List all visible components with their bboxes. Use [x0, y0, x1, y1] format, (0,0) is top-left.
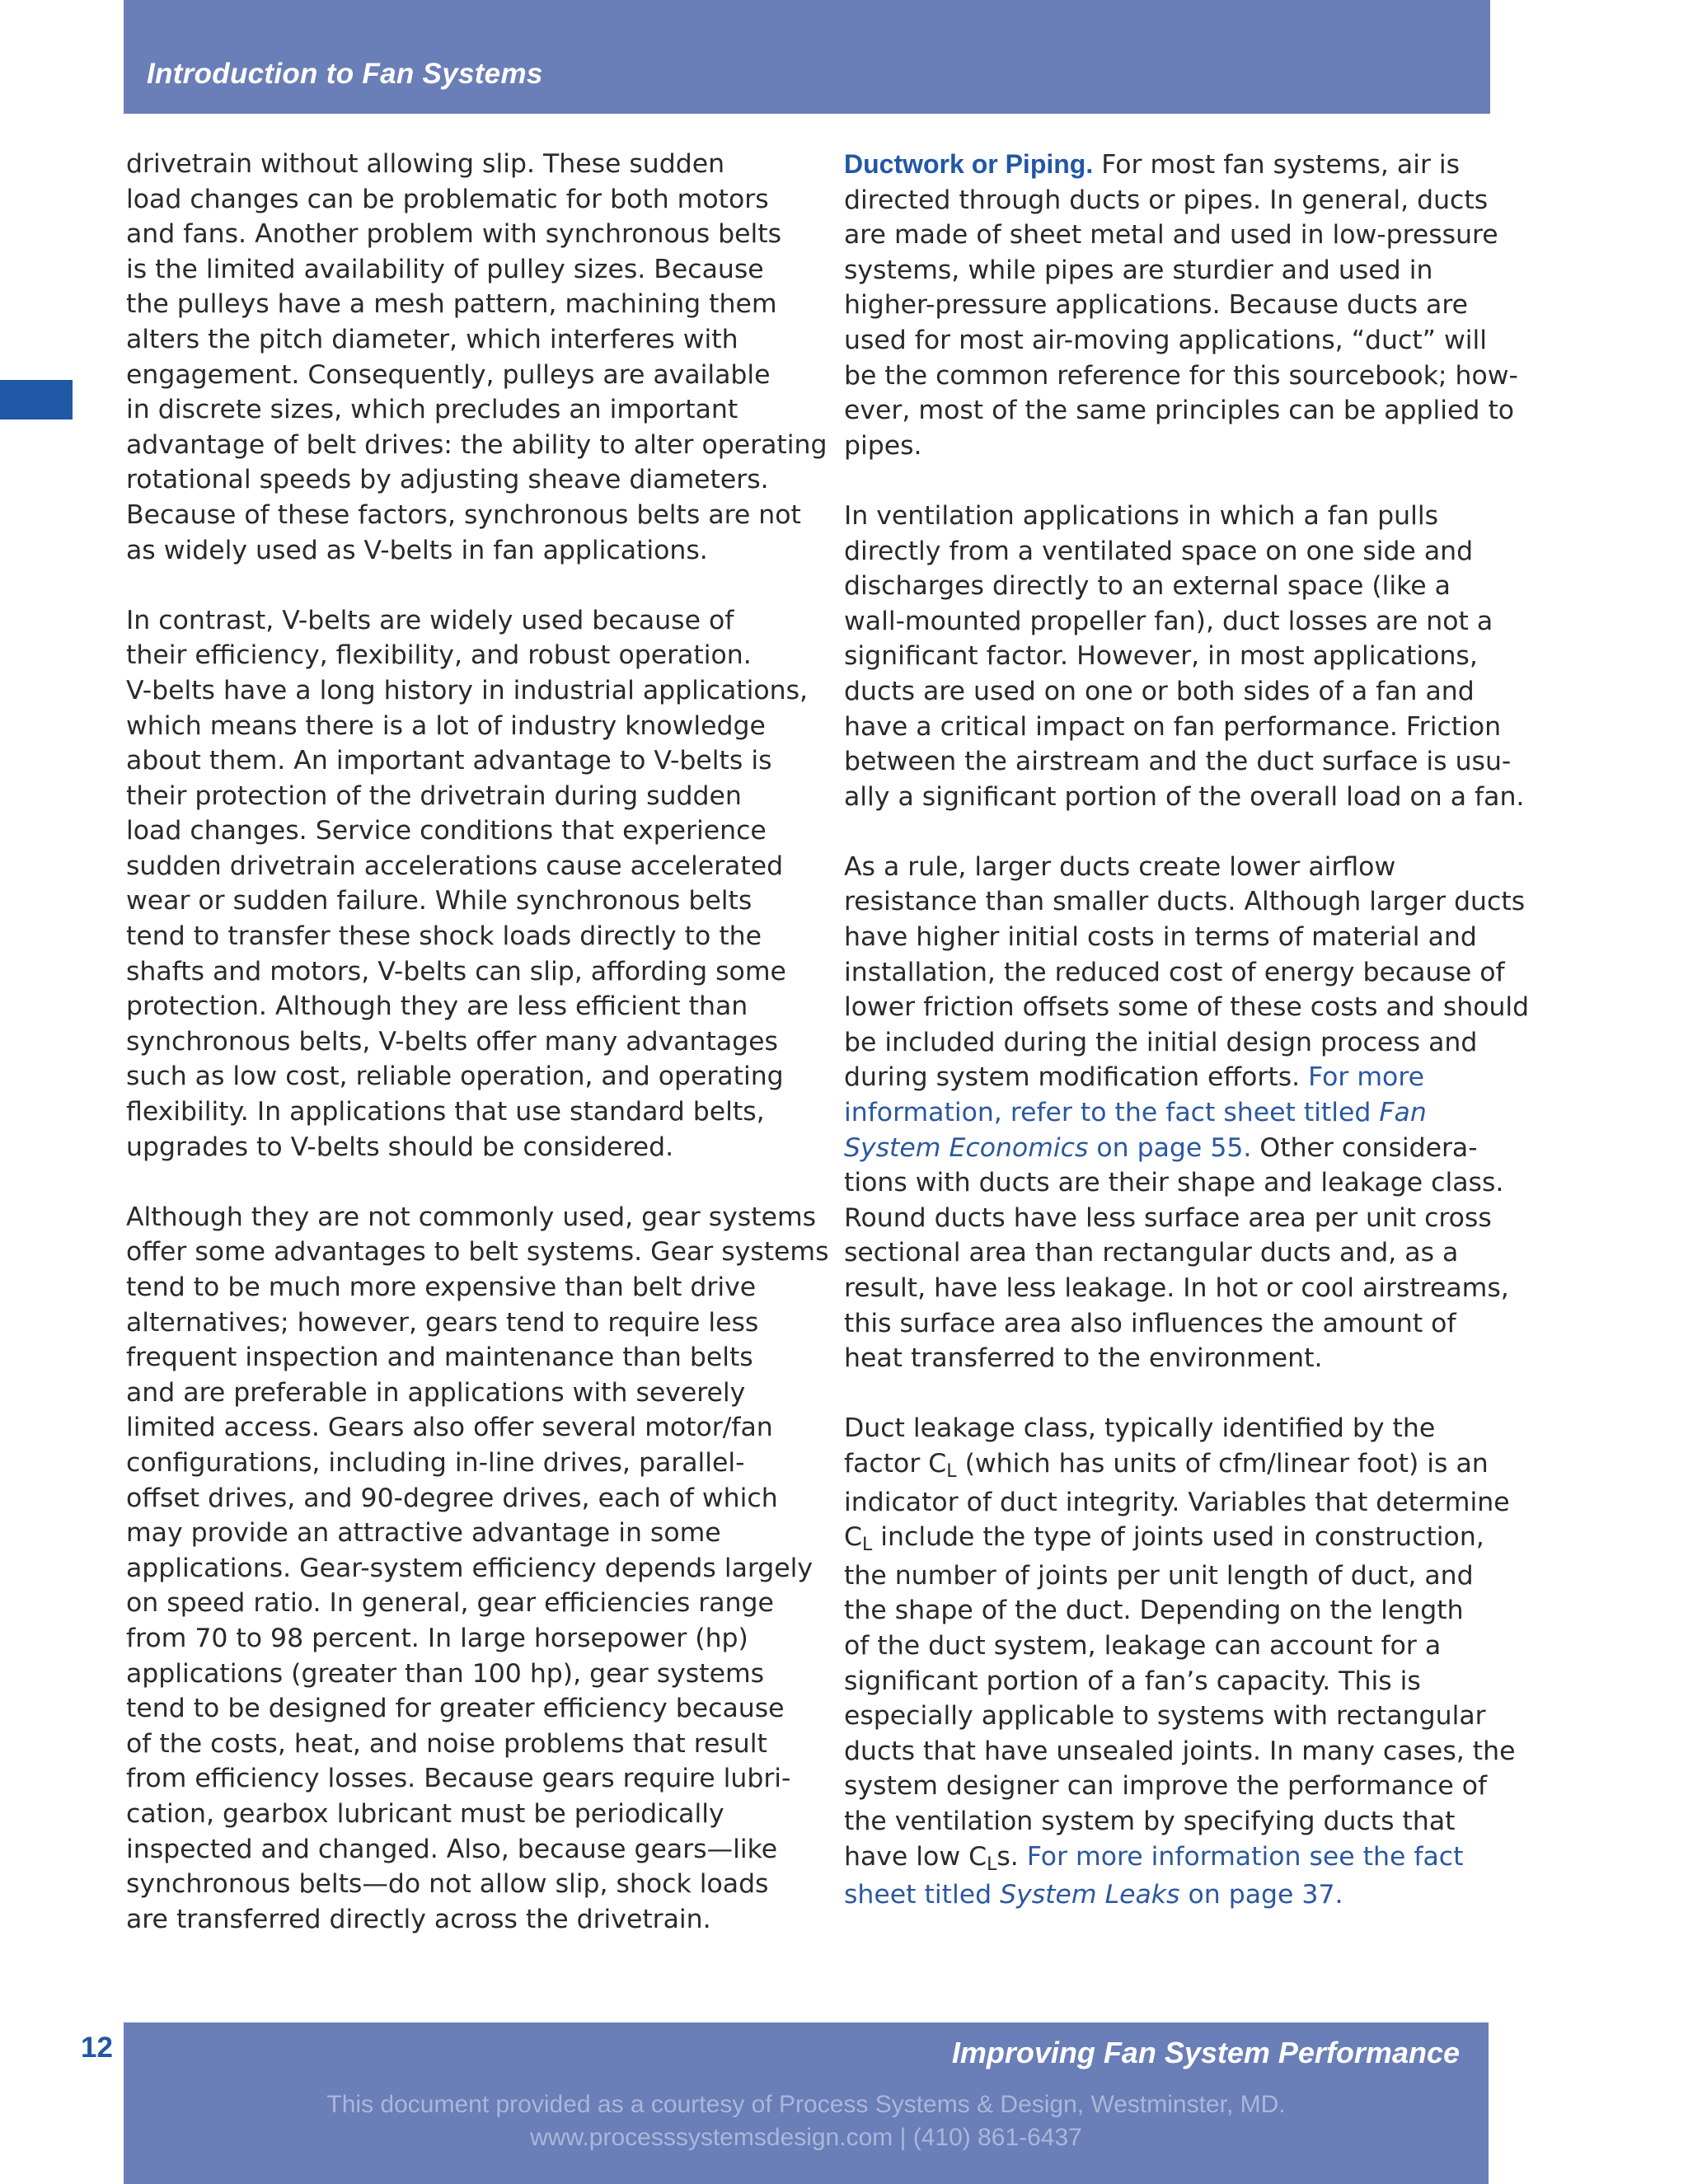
text-line: advantage of belt drives: the ability to alter operating — [126, 429, 828, 460]
text-line: load changes. Service conditions that experience — [126, 816, 767, 846]
text-line: which means there is a lot of industry knowledge — [126, 710, 766, 741]
fan-economics-title-link[interactable]: System Economics — [844, 1132, 1089, 1163]
text-line: system designer can improve the performance of — [844, 1771, 1488, 1802]
text-line: V-belts have a long history in industrial applications, — [126, 675, 809, 705]
text-line: offer some advantages to belt systems. Gear systems — [126, 1237, 829, 1268]
text-line: as widely used as V-belts in fan applications. — [126, 535, 708, 565]
text-line: especially applicable to systems with rectangular — [844, 1701, 1486, 1732]
text-line: have a critical impact on fan performance. Friction — [844, 711, 1502, 742]
text-line: and fans. Another problem with synchronous belts — [126, 219, 782, 250]
text-line: Although they are not commonly used, gear systems — [126, 1202, 817, 1232]
paragraph-duct-leakage: Duct leakage class, typically identified by the factor CL (which has units of cfm/linear foot) is an indicator of duct integrity. Variables that determine CL include the type of joints used in construction, the number of joints per unit length of duct, and the shape of the duct. Depending on the length of the duct system, leakage can account for a significant portion of a fan’s capacity. This is especially applicable to systems with rectangular ducts that have unsealed joints. In many cases, the system designer can improve the performance of the ventilation system by specifying ducts that have low CLs. For more information see the fact sheet titled System Leaks on page 37. — [844, 1413, 1516, 1910]
text-line: tions with ducts are their shape and leakage class. — [844, 1168, 1504, 1198]
text-line: the number of joints per unit length of duct, and — [844, 1560, 1474, 1591]
text-line: this surface area also influences the amount of — [844, 1308, 1456, 1338]
text-line: ducts are used on one or both sides of a fan and — [844, 676, 1475, 706]
text-line: on speed ratio. In general, gear efficiencies range — [126, 1588, 774, 1619]
paragraph-ventilation — [844, 499, 1525, 814]
text-line: are made of sheet metal and used in low-pressure — [844, 220, 1498, 251]
text-line: be included during the initial design process and — [844, 1027, 1478, 1057]
text-line: synchronous belts, V-belts offer many advantages — [126, 1026, 778, 1057]
text-line: directly from a ventilated space on one side and — [844, 536, 1474, 566]
text-line: sectional area than rectangular ducts and, as a — [844, 1238, 1459, 1268]
text-line: tend to be much more expensive than belt drive — [126, 1272, 757, 1302]
text-line: their protection of the drivetrain during sudden — [126, 780, 742, 811]
courtesy-line: This document provided as a courtesy of Process Systems & Design, Westminster, MD. — [326, 2091, 1286, 2118]
text-line: higher-pressure applications. Because ducts are — [844, 290, 1468, 321]
text-line: tend to transfer these shock loads directly to the — [126, 921, 762, 952]
courtesy-notice — [124, 2088, 1489, 2154]
text-line: significant portion of a fan’s capacity. This is — [844, 1666, 1421, 1696]
section-title: Introduction to Fan Systems — [147, 58, 543, 90]
text-line: used for most air-moving applications, “duct” will — [844, 325, 1487, 355]
text-line: from efficiency losses. Because gears require lubri- — [126, 1764, 791, 1794]
courtesy-contact[interactable]: www.processsystemsdesign.com | (410) 861-6437 — [530, 2124, 1082, 2151]
text-line: significant factor. However, in most applications, — [844, 641, 1478, 672]
text-line: in discrete sizes, which precludes an important — [126, 395, 738, 425]
text-line: systems, while pipes are sturdier and used in — [844, 255, 1433, 285]
text-line: are transferred directly across the drivetrain. — [126, 1904, 711, 1934]
text-line: ducts that have unsealed joints. In many cases, the — [844, 1736, 1516, 1766]
text-line: shafts and motors, V-belts can slip, affording some — [126, 956, 786, 987]
text-line: lower friction offsets some of these costs and should — [844, 992, 1530, 1023]
text-line: the pulleys have a mesh pattern, machining them — [126, 289, 777, 320]
text-line: and are preferable in applications with severely — [126, 1377, 746, 1408]
text-line: may provide an attractive advantage in some — [126, 1518, 721, 1549]
chapter-tab-marker — [0, 380, 73, 419]
text-line: Round ducts have less surface area per unit cross — [844, 1202, 1492, 1233]
text-line: ever, most of the same principles can be applied to — [844, 396, 1515, 426]
text-line: installation, the reduced cost of energy because of — [844, 957, 1505, 987]
text-line: have higher initial costs in terms of material and — [844, 922, 1477, 953]
text-line: frequent inspection and maintenance than belts — [126, 1343, 753, 1373]
text-line: tend to be designed for greater efficiency because — [126, 1694, 785, 1724]
left-column — [126, 147, 829, 1972]
text-line: inspected and changed. Also, because gears—like — [126, 1834, 778, 1864]
system-leaks-title: System Leaks — [1000, 1880, 1180, 1910]
text-line: engagement. Consequently, pulleys are available — [126, 359, 771, 390]
text-line: load changes can be problematic for both motors — [126, 184, 769, 214]
text-line: the ventilation system by specifying ducts that — [844, 1806, 1456, 1836]
text-line: configurations, including in-line drives, parallel- — [126, 1447, 745, 1478]
paragraph-gear-systems — [126, 1200, 829, 1937]
text-line: In contrast, V-belts are widely used because of — [126, 605, 734, 635]
text-line: sudden drivetrain accelerations cause accelerated — [126, 851, 784, 881]
text-line: between the airstream and the duct surface is usu- — [844, 747, 1512, 777]
text-line: such as low cost, reliable operation, and operating — [126, 1062, 784, 1092]
text-line: from 70 to 98 percent. In large horsepower (hp) — [126, 1623, 748, 1653]
text-line: upgrades to V-belts should be considered. — [126, 1132, 674, 1162]
paragraph-larger-ducts: As a rule, larger ducts create lower airflow resistance than smaller ducts. Although larger ducts have higher initial costs in terms of material and installation, the reduced cost of energy because of lower friction offsets some of these costs and should be included during the initial design process and during system modification efforts. For more information, refer to the fact sheet titled Fan System Economics on page 55. Other considera- tions with ducts are their shape and leakage class. Round ducts have less surface area per unit cross sectional area than rectangular ducts and, as a result, have less leakage. In hot or cool airstreams, this surface area also influences the amount of heat transferred to the environment. — [844, 850, 1495, 1376]
running-footer-title: Improving Fan System Performance — [951, 2036, 1460, 2069]
text-line: of the costs, heat, and noise problems that result — [126, 1728, 767, 1759]
text-line: their efficiency, flexibility, and robust operation. — [126, 640, 752, 671]
text-line: about them. An important advantage to V-belts is — [126, 746, 772, 776]
text-line: ally a significant portion of the overall load on a fan. — [844, 781, 1525, 812]
cl-subscript: L — [946, 1460, 957, 1482]
paragraph-v-belts — [126, 603, 809, 1165]
text-line: is the limited availability of pulley sizes. Because — [126, 254, 764, 284]
ductwork-first-line: Ductwork or Piping. For most fan systems, air is — [844, 149, 1461, 180]
text-line: offset drives, and 90-degree drives, each of which — [126, 1483, 778, 1513]
header-band — [124, 0, 1490, 114]
text-line: resistance than smaller ducts. Although larger ducts — [844, 887, 1526, 917]
text-line: applications. Gear-system efficiency depends largely — [126, 1553, 814, 1583]
text-line: alternatives; however, gears tend to require less — [126, 1307, 759, 1338]
text-line: cation, gearbox lubricant must be periodically — [126, 1798, 724, 1829]
text-line: limited access. Gears also offer several motor/fan — [126, 1413, 773, 1443]
text-line: rotational speeds by adjusting sheave diameters. — [126, 465, 769, 495]
text-line: drivetrain without allowing slip. These sudden — [126, 149, 725, 179]
text-line: In ventilation applications in which a fan pulls — [844, 500, 1439, 531]
text-line: flexibility. In applications that use standard belts, — [126, 1097, 765, 1127]
paragraph-synchronous-belts — [126, 147, 828, 568]
system-leaks-link[interactable]: For more information see the fact — [1026, 1841, 1464, 1872]
page-number: 12 — [81, 2032, 113, 2064]
footer-band — [124, 2022, 1489, 2184]
text-line: discharges directly to an external space (like a — [844, 571, 1451, 602]
text-line: As a rule, larger ducts create lower airflow — [844, 851, 1396, 882]
text-line: pipes. — [844, 430, 922, 461]
text-line: result, have less leakage. In hot or cool airstreams, — [844, 1273, 1509, 1303]
text-line: wear or sudden failure. While synchronous belts — [126, 886, 753, 916]
fan-economics-link[interactable]: For more — [1308, 1062, 1424, 1093]
text-line: Because of these factors, synchronous belts are not — [126, 499, 801, 530]
text-line: be the common reference for this sourcebook; how- — [844, 360, 1518, 391]
ductwork-heading: Ductwork or Piping. — [844, 149, 1094, 179]
text-line: heat transferred to the environment. — [844, 1343, 1323, 1374]
text-line: protection. Although they are less efficient than — [126, 991, 748, 1022]
paragraph-ductwork-intro — [844, 147, 1518, 463]
text-line: of the duct system, leakage can account for a — [844, 1630, 1442, 1661]
text-line: the shape of the duct. Depending on the length — [844, 1596, 1464, 1626]
text-line: wall-mounted propeller fan), duct losses are not a — [844, 606, 1493, 636]
right-column — [844, 147, 1530, 1947]
text-line: directed through ducts or pipes. In general, ducts — [844, 185, 1489, 215]
text-line: alters the pitch diameter, which interferes with — [126, 324, 738, 354]
text-line: synchronous belts—do not allow slip, shock loads — [126, 1869, 769, 1900]
text-line: applications (greater than 100 hp), gear systems — [126, 1658, 765, 1689]
